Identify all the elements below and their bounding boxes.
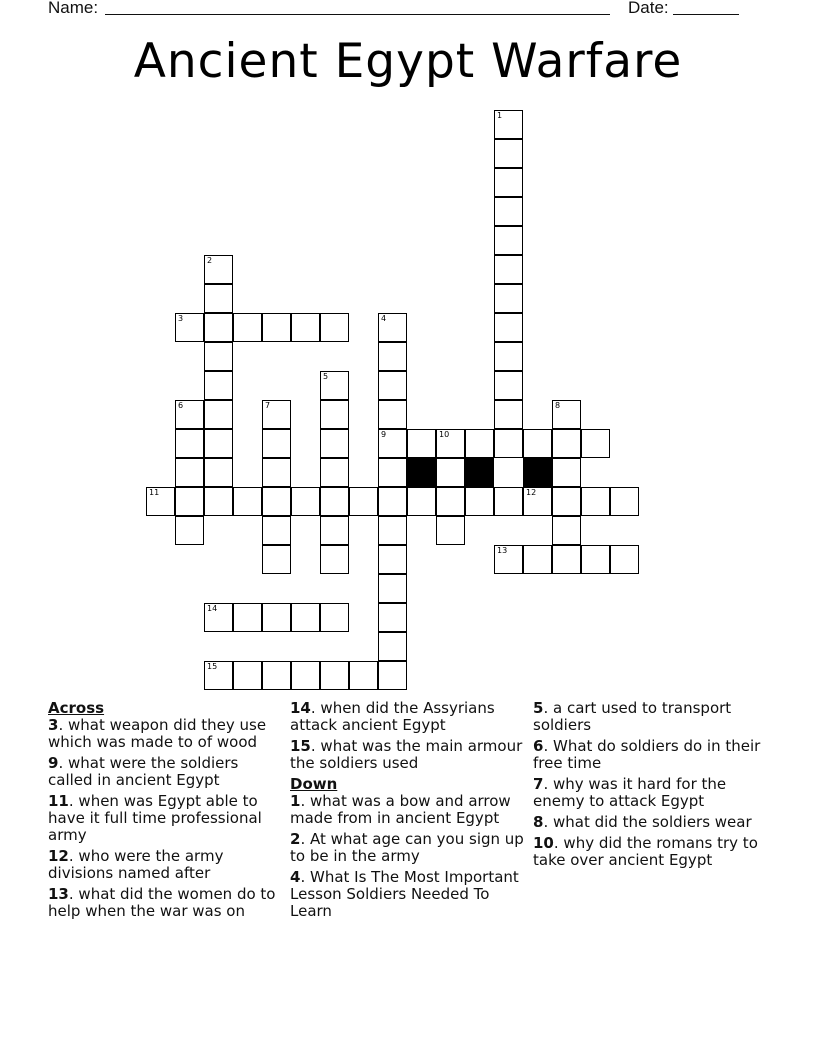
grid-cell[interactable] (378, 632, 407, 661)
grid-cell[interactable] (320, 429, 349, 458)
clue-number-label: 12 (526, 488, 537, 497)
grid-cell[interactable] (494, 342, 523, 371)
grid-cell[interactable] (465, 487, 494, 516)
grid-cell[interactable] (436, 458, 465, 487)
clue-number-label: 7 (265, 401, 271, 410)
grid-cell[interactable] (175, 429, 204, 458)
clue-number-label: 11 (149, 488, 160, 497)
clue-number-label: 15 (207, 662, 218, 671)
down-heading: Down (290, 775, 338, 793)
clue-across-9: 9. what were the soldiers called in ancient Egypt (48, 754, 239, 789)
grid-cell[interactable] (523, 429, 552, 458)
grid-cell[interactable] (494, 255, 523, 284)
grid-cell[interactable] (320, 603, 349, 632)
clue-number-label: 2 (207, 256, 213, 265)
clue-text: what did the soldiers wear (552, 813, 752, 831)
grid-block (465, 458, 494, 487)
grid-cell[interactable] (175, 400, 204, 429)
clue-number-label: 14 (207, 604, 218, 613)
clue-text: what did the women do to help when the war was on (48, 885, 276, 920)
clue-number-label: 3 (178, 314, 184, 323)
clue-down-10: 10. why did the romans try to take over ancient Egypt (533, 834, 758, 869)
grid-cell[interactable] (262, 603, 291, 632)
grid-cell[interactable] (494, 110, 523, 139)
grid-cell[interactable] (262, 661, 291, 690)
clue-down-5: 5. a cart used to transport soldiers (533, 699, 732, 734)
clue-number: 3 (48, 716, 59, 734)
clue-text: who were the army divisions named after (48, 847, 224, 882)
grid-cell[interactable] (320, 487, 349, 516)
grid-cell[interactable] (581, 487, 610, 516)
clue-text: what was a bow and arrow made from in ancient Egypt (290, 792, 511, 827)
grid-cell[interactable] (262, 400, 291, 429)
clue-down-8: 8. what did the soldiers wear (533, 813, 752, 831)
grid-cell[interactable] (407, 429, 436, 458)
grid-cell[interactable] (262, 516, 291, 545)
clues-column-2 (290, 700, 526, 924)
clue-text: what were the soldiers called in ancient Egypt (48, 754, 239, 789)
clue-number-label: 6 (178, 401, 184, 410)
grid-cell[interactable] (175, 313, 204, 342)
grid-cell[interactable] (378, 400, 407, 429)
grid-cell[interactable] (204, 371, 233, 400)
clue-number: 7 (533, 775, 544, 793)
grid-cell[interactable] (494, 226, 523, 255)
clue-text: when was Egypt able to have it full time professional army (48, 792, 262, 844)
date-label: Date: (628, 0, 669, 17)
grid-cell[interactable] (262, 545, 291, 574)
clue-down-2: 2. At what age can you sign up to be in the army (290, 830, 524, 865)
grid-cell[interactable] (233, 487, 262, 516)
grid-cell[interactable] (204, 603, 233, 632)
grid-cell[interactable] (436, 516, 465, 545)
clue-number: 13 (48, 885, 69, 903)
grid-cell[interactable] (233, 603, 262, 632)
grid-cell[interactable] (494, 400, 523, 429)
clue-number-label: 5 (323, 372, 329, 381)
clue-text: At what age can you sign up to be in the army (290, 830, 524, 865)
grid-cell[interactable] (204, 487, 233, 516)
grid-cell[interactable] (494, 371, 523, 400)
grid-block (407, 458, 436, 487)
clue-number-label: 13 (497, 546, 508, 555)
grid-cell[interactable] (378, 545, 407, 574)
grid-cell[interactable] (378, 574, 407, 603)
grid-cell[interactable] (378, 429, 407, 458)
clues-column-3 (533, 700, 773, 873)
grid-cell[interactable] (494, 168, 523, 197)
grid-cell[interactable] (494, 545, 523, 574)
clue-down-7: 7. why was it hard for the enemy to attack Egypt (533, 775, 727, 810)
grid-cell[interactable] (320, 400, 349, 429)
grid-cell[interactable] (494, 429, 523, 458)
grid-cell[interactable] (378, 516, 407, 545)
clue-number: 12 (48, 847, 69, 865)
grid-cell[interactable] (552, 487, 581, 516)
grid-cell[interactable] (233, 313, 262, 342)
clue-text: why was it hard for the enemy to attack Egypt (533, 775, 727, 810)
grid-cell[interactable] (494, 313, 523, 342)
clue-across-12: 12. who were the army divisions named after (48, 847, 224, 882)
clue-across-14: 14. when did the Assyrians attack ancient Egypt (290, 699, 495, 734)
grid-cell[interactable] (378, 313, 407, 342)
clue-number: 4 (290, 868, 301, 886)
grid-cell[interactable] (523, 545, 552, 574)
clue-across-11: 11. when was Egypt able to have it full time professional army (48, 792, 262, 844)
grid-cell[interactable] (320, 371, 349, 400)
grid-cell[interactable] (262, 313, 291, 342)
grid-cell[interactable] (175, 458, 204, 487)
clue-text: when did the Assyrians attack ancient Egypt (290, 699, 495, 734)
grid-cell[interactable] (610, 545, 639, 574)
grid-cell[interactable] (581, 429, 610, 458)
grid-cell[interactable] (291, 313, 320, 342)
clue-number: 9 (48, 754, 59, 772)
grid-cell[interactable] (552, 400, 581, 429)
across-heading: Across (48, 699, 105, 717)
grid-cell[interactable] (378, 458, 407, 487)
page-title: Ancient Egypt Warfare (133, 34, 683, 89)
grid-cell[interactable] (349, 487, 378, 516)
grid-cell[interactable] (204, 458, 233, 487)
grid-cell[interactable] (204, 313, 233, 342)
grid-cell[interactable] (610, 487, 639, 516)
clue-number: 8 (533, 813, 544, 831)
grid-cell[interactable] (552, 458, 581, 487)
grid-cell[interactable] (320, 516, 349, 545)
clue-number-label: 1 (497, 111, 503, 120)
grid-cell[interactable] (262, 487, 291, 516)
grid-cell[interactable] (378, 487, 407, 516)
name-label: Name: (48, 0, 99, 17)
clue-number-label: 4 (381, 314, 387, 323)
clue-text: what weapon did they use which was made to of wood (48, 716, 267, 751)
clue-down-4: 4. What Is The Most Important Lesson Soldiers Needed To Learn (290, 868, 519, 920)
grid-cell[interactable] (436, 429, 465, 458)
clue-number: 6 (533, 737, 544, 755)
grid-cell[interactable] (378, 371, 407, 400)
grid-cell[interactable] (291, 603, 320, 632)
clue-across-3: 3. what weapon did they use which was made to of wood (48, 716, 267, 751)
clue-text: What do soldiers do in their free time (533, 737, 761, 772)
grid-cell[interactable] (378, 661, 407, 690)
clue-number: 10 (533, 834, 554, 852)
grid-cell[interactable] (146, 487, 175, 516)
clue-down-1: 1. what was a bow and arrow made from in ancient Egypt (290, 792, 511, 827)
grid-cell[interactable] (378, 342, 407, 371)
grid-cell[interactable] (204, 429, 233, 458)
clue-number: 15 (290, 737, 311, 755)
grid-cell[interactable] (407, 487, 436, 516)
grid-cell[interactable] (204, 284, 233, 313)
clue-text: What Is The Most Important Lesson Soldiers Needed To Learn (290, 868, 519, 920)
grid-cell[interactable] (494, 139, 523, 168)
clue-number: 11 (48, 792, 69, 810)
grid-cell[interactable] (552, 516, 581, 545)
clue-number: 5 (533, 699, 544, 717)
grid-cell[interactable] (320, 545, 349, 574)
grid-cell[interactable] (523, 487, 552, 516)
grid-cell[interactable] (436, 487, 465, 516)
clue-number: 2 (290, 830, 301, 848)
grid-cell[interactable] (320, 313, 349, 342)
clue-text: a cart used to transport soldiers (533, 699, 732, 734)
grid-cell[interactable] (291, 487, 320, 516)
grid-cell[interactable] (320, 458, 349, 487)
grid-cell[interactable] (204, 255, 233, 284)
grid-cell[interactable] (552, 429, 581, 458)
clues-column-1 (48, 700, 284, 924)
clue-number-label: 8 (555, 401, 561, 410)
grid-cell[interactable] (494, 487, 523, 516)
grid-cell[interactable] (320, 661, 349, 690)
grid-cell[interactable] (581, 545, 610, 574)
grid-cell[interactable] (465, 429, 494, 458)
grid-cell[interactable] (378, 603, 407, 632)
grid-cell[interactable] (349, 661, 378, 690)
clue-across-13: 13. what did the women do to help when the war was on (48, 885, 276, 920)
grid-cell[interactable] (291, 661, 320, 690)
grid-cell[interactable] (204, 661, 233, 690)
clue-number-label: 10 (439, 430, 450, 439)
grid-cell[interactable] (552, 545, 581, 574)
clue-text: why did the romans try to take over ancient Egypt (533, 834, 758, 869)
clue-down-6: 6. What do soldiers do in their free time (533, 737, 761, 772)
clue-number: 14 (290, 699, 311, 717)
grid-cell[interactable] (233, 661, 262, 690)
clue-text: what was the main armour the soldiers used (290, 737, 523, 772)
grid-cell[interactable] (175, 516, 204, 545)
grid-cell[interactable] (204, 400, 233, 429)
clue-number: 1 (290, 792, 301, 810)
clue-across-15: 15. what was the main armour the soldiers used (290, 737, 523, 772)
grid-cell[interactable] (494, 284, 523, 313)
grid-cell[interactable] (262, 429, 291, 458)
grid-cell[interactable] (175, 487, 204, 516)
grid-cell[interactable] (262, 458, 291, 487)
grid-cell[interactable] (204, 342, 233, 371)
clue-number-label: 9 (381, 430, 387, 439)
grid-cell[interactable] (494, 197, 523, 226)
grid-block (523, 458, 552, 487)
